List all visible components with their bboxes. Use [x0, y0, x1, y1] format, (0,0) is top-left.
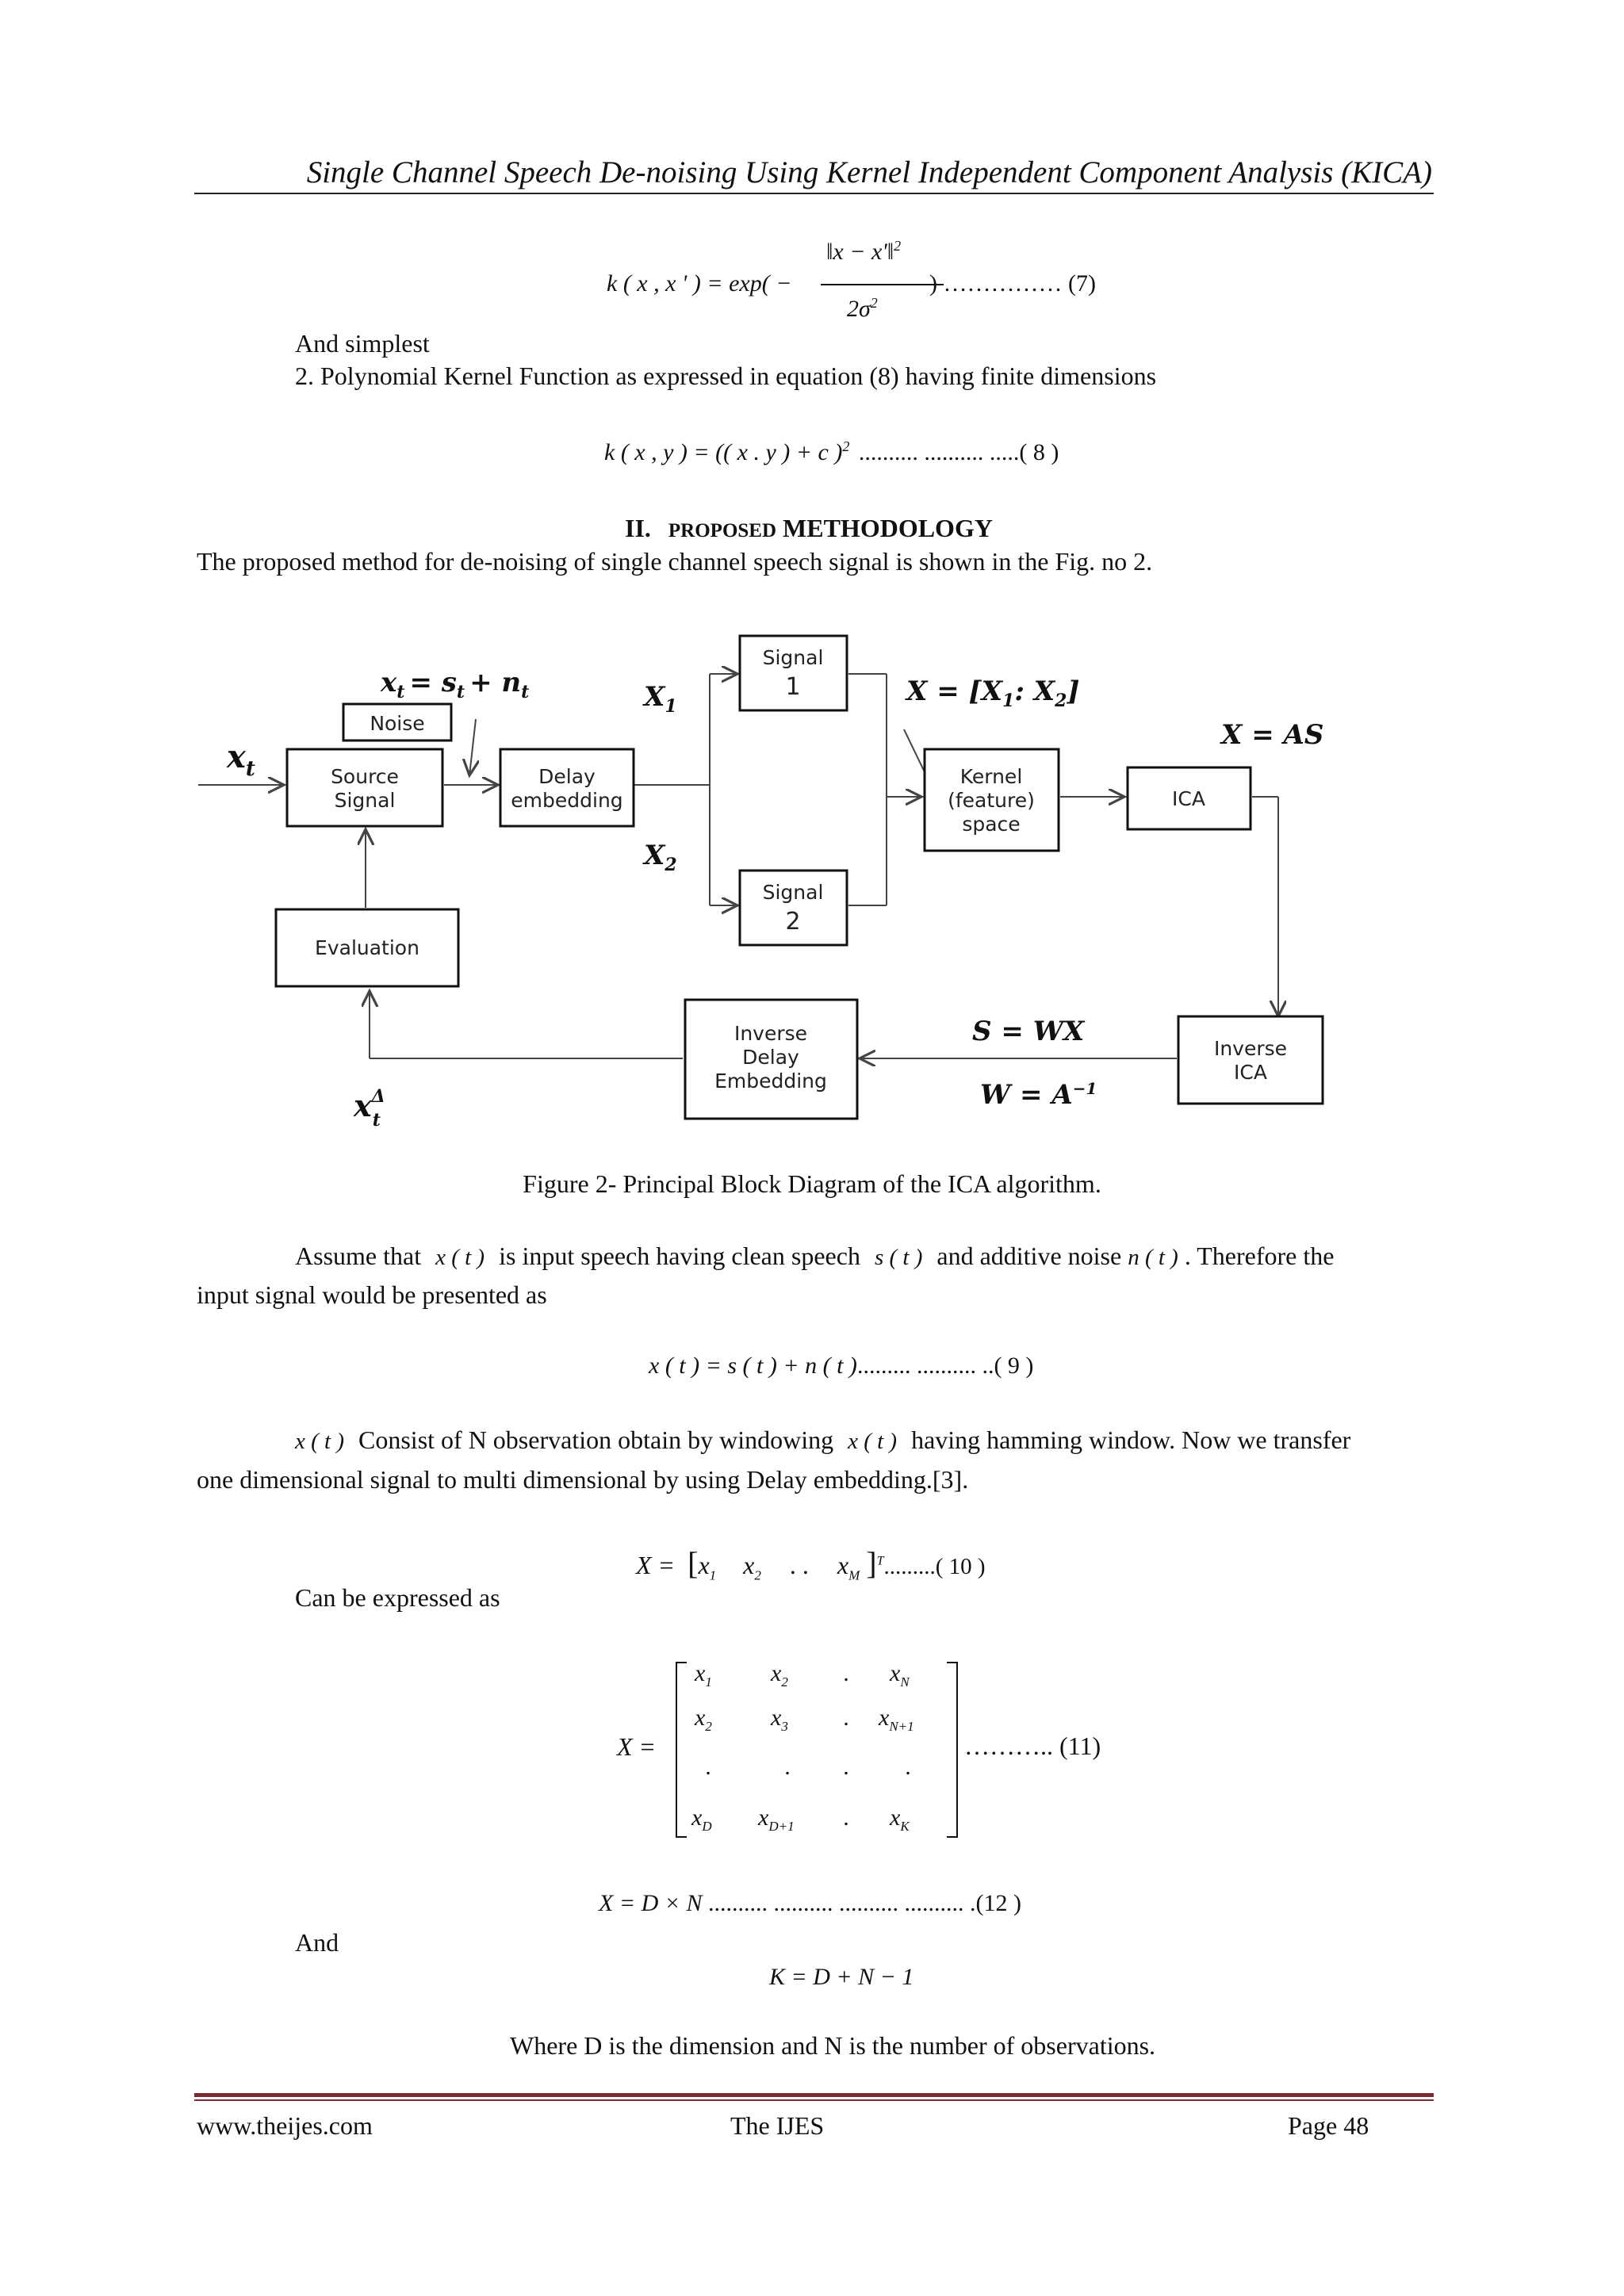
- source-label-2: Signal: [334, 789, 396, 812]
- input-xt-label: $x_t$: [227, 738, 255, 781]
- kernel-label-1: Kernel: [959, 765, 1023, 788]
- block-diagram: [190, 618, 1364, 1142]
- eq10: $X = [x_1$ $x_2$ . . $x_M$ ]$^T$.........( 10 ): [636, 1545, 986, 1583]
- matrix-cell: $x_K$: [890, 1804, 910, 1834]
- matrix-cell: .: [844, 1705, 850, 1731]
- matrix-right-bracket: [947, 1662, 958, 1838]
- figure-caption: Figure 2- Principal Block Diagram of the ICA algorithm.: [523, 1169, 1101, 1198]
- inv-ica-label-2: ICA: [1234, 1061, 1267, 1084]
- list-item-2: 2. Polynomial Kernel Function as expressed in equation (8) having finite dimensions: [295, 362, 1157, 390]
- eq9: x ( t ) = s ( t ) + n ( t )......... .......... ..( 9 ): [649, 1353, 1034, 1379]
- evaluation-label: Evaluation: [315, 936, 419, 959]
- matrix-cell: .: [844, 1660, 850, 1686]
- matrix-cell: $x_1$: [695, 1660, 712, 1689]
- noise-label: Noise: [370, 712, 425, 735]
- eq11-lhs: X =: [617, 1732, 657, 1761]
- delay-label-1: Delay: [538, 765, 596, 788]
- mix-equation-label: $x_t = s_t + n_t$: [381, 667, 530, 702]
- inverse-ica-block: [1178, 1016, 1323, 1104]
- para2-line1: x ( t ) Consist of N observation obtain by windowing x ( t ) having hamming window. Now we transfer: [295, 1425, 1351, 1454]
- inv-delay-label-2: Delay: [742, 1046, 799, 1069]
- signal2-label-2: 2: [785, 908, 801, 936]
- section-heading: II. PROPOSED METHODOLOGY: [625, 514, 993, 542]
- eq7-denominator: $2\sigma^2$: [847, 295, 878, 322]
- matrix-cell: $x_2$: [771, 1660, 788, 1689]
- footer-rule: [194, 2093, 1434, 2097]
- footer-page-number: Page 48: [1288, 2111, 1369, 2140]
- signal1-label-2: 1: [785, 673, 801, 701]
- signal1-label-1: Signal: [762, 646, 824, 669]
- kernel-label-3: space: [962, 813, 1021, 836]
- eq7-number: ) …………… (7): [929, 270, 1096, 297]
- inv-delay-label-1: Inverse: [733, 1022, 808, 1045]
- footer-website[interactable]: www.theijes.com: [197, 2111, 373, 2140]
- and-text: And: [295, 1928, 339, 1957]
- where-sentence: Where D is the dimension and N is the number of observations.: [510, 2031, 1156, 2060]
- inv-ica-label-1: Inverse: [1213, 1037, 1288, 1060]
- can-be-expressed: Can be expressed as: [295, 1583, 500, 1612]
- matrix-cell: $x_{N+1}$: [879, 1705, 914, 1734]
- eq7-fraction-bar: [821, 284, 944, 285]
- matrix-cell: .: [844, 1804, 850, 1831]
- signal2-label-1: Signal: [762, 881, 824, 904]
- matrix-cell: .: [785, 1754, 791, 1780]
- eq7-numerator: ‖x − x'‖$^2$: [826, 238, 902, 265]
- eq-k: K = D + N − 1: [769, 1964, 914, 1990]
- matrix-cell: $x_{D+1}$: [758, 1804, 795, 1834]
- kernel-label-2: (feature): [948, 789, 1035, 812]
- inv-delay-label-3: Embedding: [714, 1070, 827, 1093]
- intro-paragraph: The proposed method for de-noising of single channel speech signal is shown in the Fig. no 2.: [197, 547, 1153, 576]
- output-xhat-label: $x^\Delta$ t: [354, 1086, 385, 1131]
- s-wx-label: S = WX: [972, 1016, 1085, 1047]
- para1-line1: Assume that x ( t ) is input speech having clean speech s ( t ) and additive noise n ( t ) . Therefore the: [295, 1242, 1335, 1270]
- running-header: Single Channel Speech De-noising Using Kernel Independent Component Analysis (KICA): [306, 155, 1432, 189]
- ica-label: ICA: [1172, 787, 1205, 810]
- matrix-cell: $x_N$: [890, 1660, 910, 1689]
- x2-label: $X_2$: [644, 840, 677, 875]
- matrix-cell: $x_3$: [771, 1705, 788, 1734]
- footer-journal: The IJES: [730, 2111, 825, 2140]
- para2-line2: one dimensional signal to multi dimensional by using Delay embedding.[3].: [197, 1465, 969, 1494]
- footer-rule-thin: [194, 2099, 1434, 2101]
- x1-label: $X_1$: [644, 681, 677, 717]
- eq11-number: ……….. (11): [964, 1732, 1101, 1760]
- delay-label-2: embedding: [511, 789, 623, 812]
- w-ainv-label: $W = A^{-1}$: [980, 1079, 1097, 1111]
- header-rule: [194, 193, 1434, 194]
- eq12: X = D × N .......... .......... .......... .......... .(12 ): [599, 1890, 1021, 1916]
- matrix-cell: .: [706, 1754, 712, 1780]
- matrix-cell: .: [844, 1754, 850, 1780]
- matrix-cell: .: [906, 1754, 912, 1780]
- and-simplest: And simplest: [295, 329, 430, 358]
- concat-label: $X = [X_1$: $X_2$]: [906, 675, 1080, 711]
- matrix-left-bracket: [676, 1662, 687, 1838]
- eq7-lhs: k ( x , x ' ) = exp( −: [607, 270, 792, 297]
- matrix-cell: $x_2$: [695, 1705, 712, 1734]
- x-as-label: X = AS: [1221, 719, 1324, 751]
- para1-line2: input signal would be presented as: [197, 1280, 547, 1309]
- source-label-1: Source: [331, 765, 399, 788]
- matrix-cell: $x_D$: [691, 1804, 712, 1834]
- eq8: k ( x , y ) = (( x . y ) + c )$^2$ .......... .......... .....( 8 ): [604, 438, 1059, 465]
